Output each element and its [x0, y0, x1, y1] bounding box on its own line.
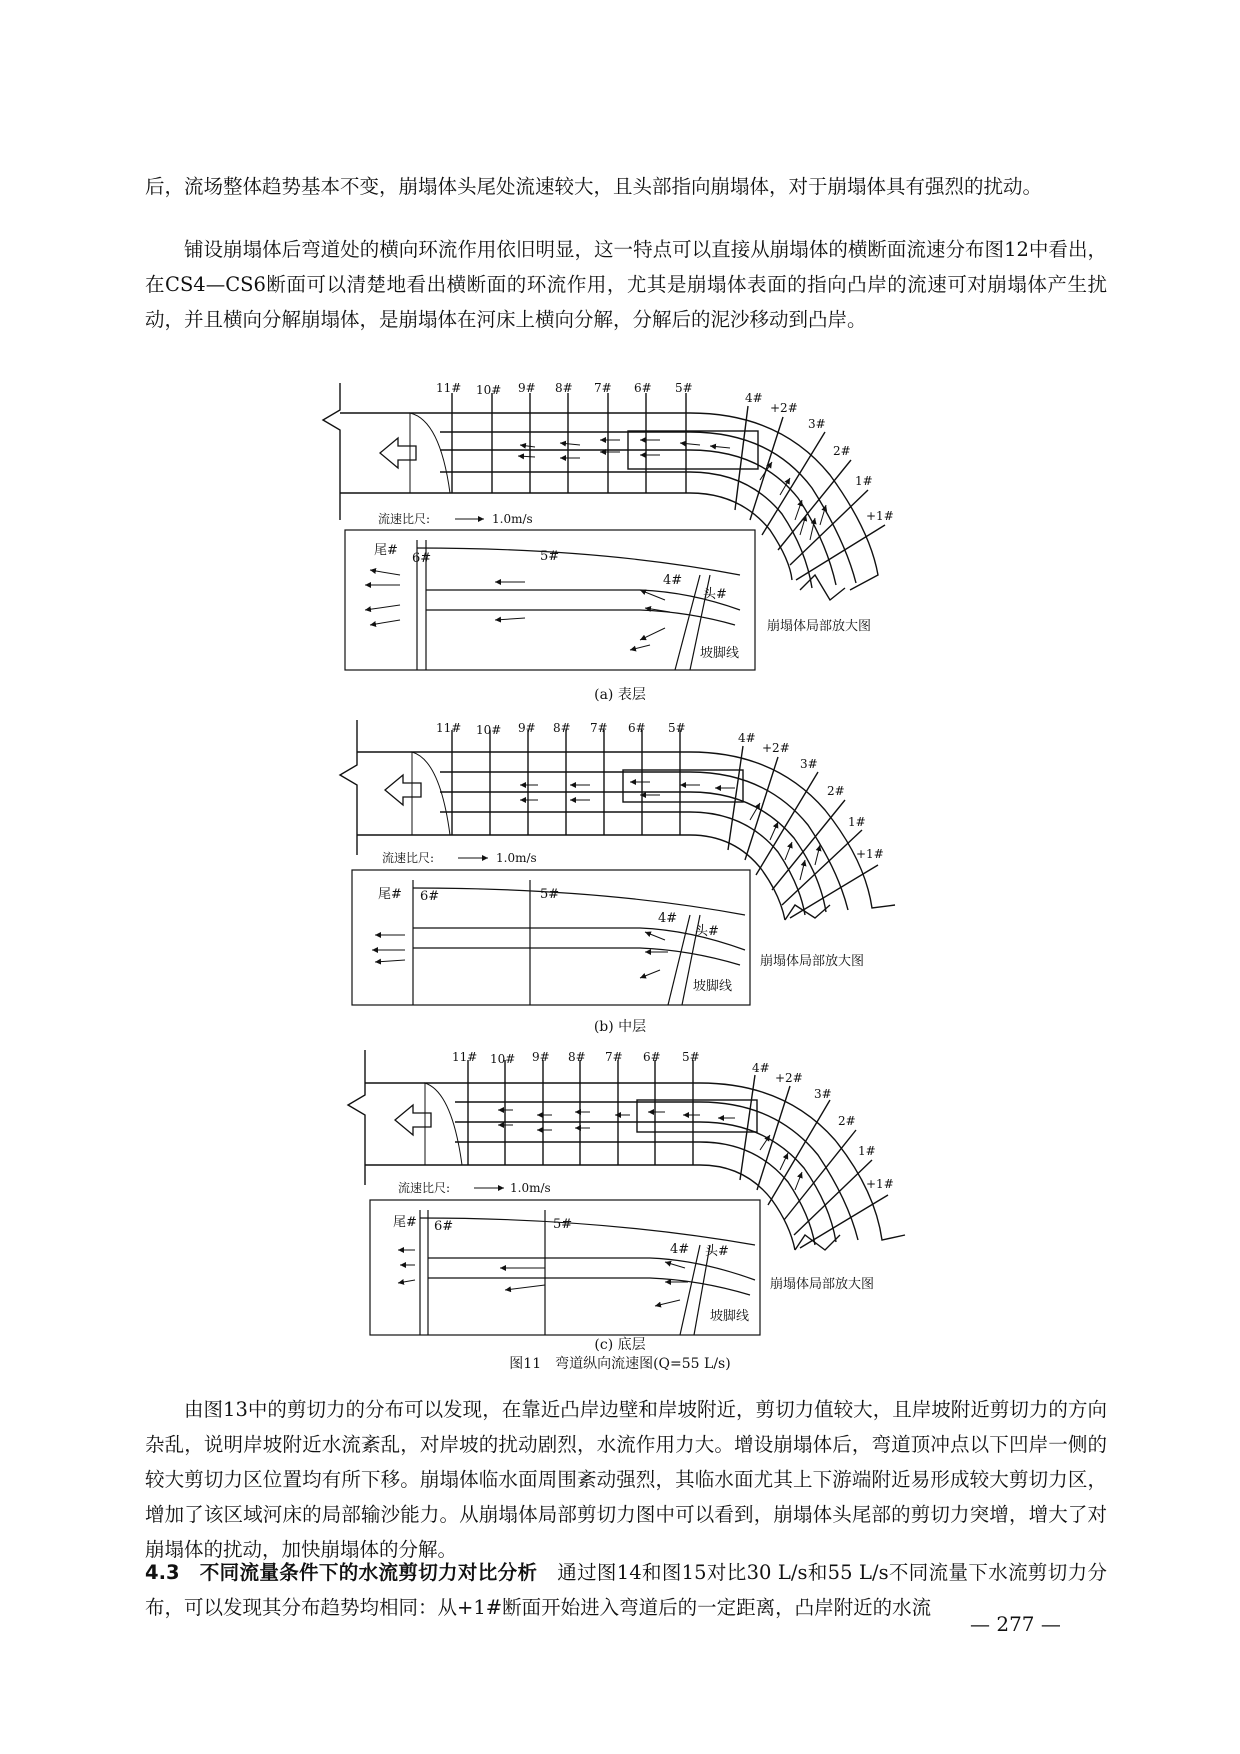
panel-c [348, 1050, 905, 1250]
svg-text:9#: 9# [518, 721, 536, 735]
panel-a-inset-labels [374, 543, 871, 661]
svg-text:7#: 7# [605, 1050, 623, 1064]
paragraph-4 [145, 1555, 1107, 1625]
svg-text:4#: 4# [738, 731, 756, 745]
svg-text:5#: 5# [553, 1217, 573, 1232]
label-5: 5# [675, 381, 693, 395]
caption-b: (b) 中层 [593, 1019, 647, 1035]
svg-text:11#: 11# [436, 721, 462, 735]
svg-text:+1#: +1# [866, 1177, 894, 1191]
label-11: 11# [436, 381, 462, 395]
svg-text:3#: 3# [814, 1087, 832, 1101]
section-heading: 4.3 不同流量条件下的水流剪切力对比分析 [145, 1561, 538, 1584]
svg-text:坡脚线: 坡脚线 [693, 979, 733, 994]
svg-text:6#: 6# [628, 721, 646, 735]
panel-c-inset-labels [393, 1215, 874, 1324]
svg-text:+2#: +2# [762, 741, 790, 755]
paragraph-4-body: 通过图14和图15对比30 L/s和55 L/s不同流量下水流剪切力分布，可以发现其分布趋势均相同：从+1#断面开始进入弯道后的一定距离，凸岸附近的水流 [145, 1561, 1108, 1619]
label-plus2: +2# [770, 401, 798, 415]
svg-text:6#: 6# [420, 889, 440, 904]
inset-head: 头# [703, 587, 727, 602]
svg-text:坡脚线: 坡脚线 [710, 1309, 750, 1324]
label-4: 4# [745, 391, 763, 405]
svg-text:1#: 1# [858, 1144, 876, 1158]
svg-text:1.0m/s: 1.0m/s [496, 851, 537, 865]
svg-text:11#: 11# [452, 1050, 478, 1064]
inset-s5: 5# [540, 549, 560, 564]
inset-s6: 6# [412, 551, 432, 566]
inset-label: 崩塌体局部放大图 [767, 619, 872, 634]
svg-text:崩塌体局部放大图: 崩塌体局部放大图 [760, 954, 865, 969]
svg-text:头#: 头# [695, 924, 719, 939]
svg-text:+2#: +2# [775, 1071, 803, 1085]
panel-a-labels [378, 381, 894, 526]
paragraph-2: 铺设崩塌体后弯道处的横向环流作用依旧明显，这一特点可以直接从崩塌体的横断面流速分布图12中看出，在CS4—CS6断面可以清楚地看出横断面的环流作用，尤其是崩塌体表面的指向凸岸的流速可对崩塌体产生扰动，并且横向分解崩塌体，是崩塌体在河床上横向分解，分解后的泥沙移动到凸岸。 [145, 238, 1107, 331]
svg-text:10#: 10# [490, 1052, 516, 1066]
svg-text:5#: 5# [540, 887, 560, 902]
svg-text:尾#: 尾# [378, 887, 402, 902]
paragraph-1: 后，流场整体趋势基本不变，崩塌体头尾处流速较大，且头部指向崩塌体，对于崩塌体具有强烈的扰动。 [145, 175, 1043, 198]
svg-text:3#: 3# [800, 757, 818, 771]
svg-text:10#: 10# [476, 723, 502, 737]
svg-text:崩塌体局部放大图: 崩塌体局部放大图 [770, 1277, 875, 1292]
page-number: — 277 — [970, 1612, 1061, 1636]
svg-text:6#: 6# [643, 1050, 661, 1064]
label-2: 2# [833, 444, 851, 458]
svg-text:1#: 1# [848, 815, 866, 829]
svg-text:头#: 头# [705, 1244, 729, 1259]
paragraph-3: 由图13中的剪切力的分布可以发现，在靠近凸岸边壁和岸坡附近，剪切力值较大，且岸坡附近剪切力的方向杂乱，说明岸坡附近水流紊乱，对岸坡的扰动剧烈，水流作用力大。增设崩塌体后，弯道顶冲点以下凹岸一侧的较大剪切力区位置均有所下移。崩塌体临水面周围紊动强烈，其临水面尤其上下游端附近易形成较大剪切力区，增加了该区域河床的局部输沙能力。从崩塌体局部剪切力图中可以看到，崩塌体头尾部的剪切力突增，增大了对崩塌体的扰动，加快崩塌体的分解。 [145, 1398, 1107, 1561]
label-6: 6# [634, 381, 652, 395]
svg-text:7#: 7# [590, 721, 608, 735]
panel-a [323, 383, 885, 600]
scale-value: 1.0m/s [492, 512, 533, 526]
label-8: 8# [555, 381, 573, 395]
label-1: 1# [855, 474, 873, 488]
svg-text:1.0m/s: 1.0m/s [510, 1181, 551, 1195]
svg-text:流速比尺:: 流速比尺: [382, 851, 435, 865]
label-3: 3# [808, 417, 826, 431]
inset-s4: 4# [663, 573, 683, 588]
caption-a: (a) 表层 [594, 687, 646, 703]
svg-text:流速比尺:: 流速比尺: [398, 1181, 451, 1195]
svg-text:4#: 4# [670, 1242, 690, 1257]
label-9: 9# [518, 381, 536, 395]
svg-text:5#: 5# [682, 1050, 700, 1064]
label-plus1: +1# [866, 509, 894, 523]
label-7: 7# [594, 381, 612, 395]
svg-text:2#: 2# [838, 1114, 856, 1128]
panel-b-inset-labels [378, 887, 864, 994]
svg-text:8#: 8# [568, 1050, 586, 1064]
scale-label: 流速比尺: [378, 512, 431, 526]
svg-text:9#: 9# [532, 1050, 550, 1064]
inset-tail: 尾# [374, 543, 398, 558]
svg-text:6#: 6# [434, 1219, 454, 1234]
svg-text:4#: 4# [752, 1061, 770, 1075]
label-10: 10# [476, 383, 502, 397]
svg-text:4#: 4# [658, 911, 678, 926]
toe-line: 坡脚线 [700, 646, 740, 661]
svg-text:8#: 8# [553, 721, 571, 735]
figure-title: 图11 弯道纵向流速图(Q=55 L/s) [509, 1356, 731, 1372]
caption-c: (c) 底层 [594, 1337, 646, 1353]
svg-text:+1#: +1# [856, 847, 884, 861]
svg-text:2#: 2# [827, 784, 845, 798]
svg-text:尾#: 尾# [393, 1215, 417, 1230]
svg-text:5#: 5# [668, 721, 686, 735]
